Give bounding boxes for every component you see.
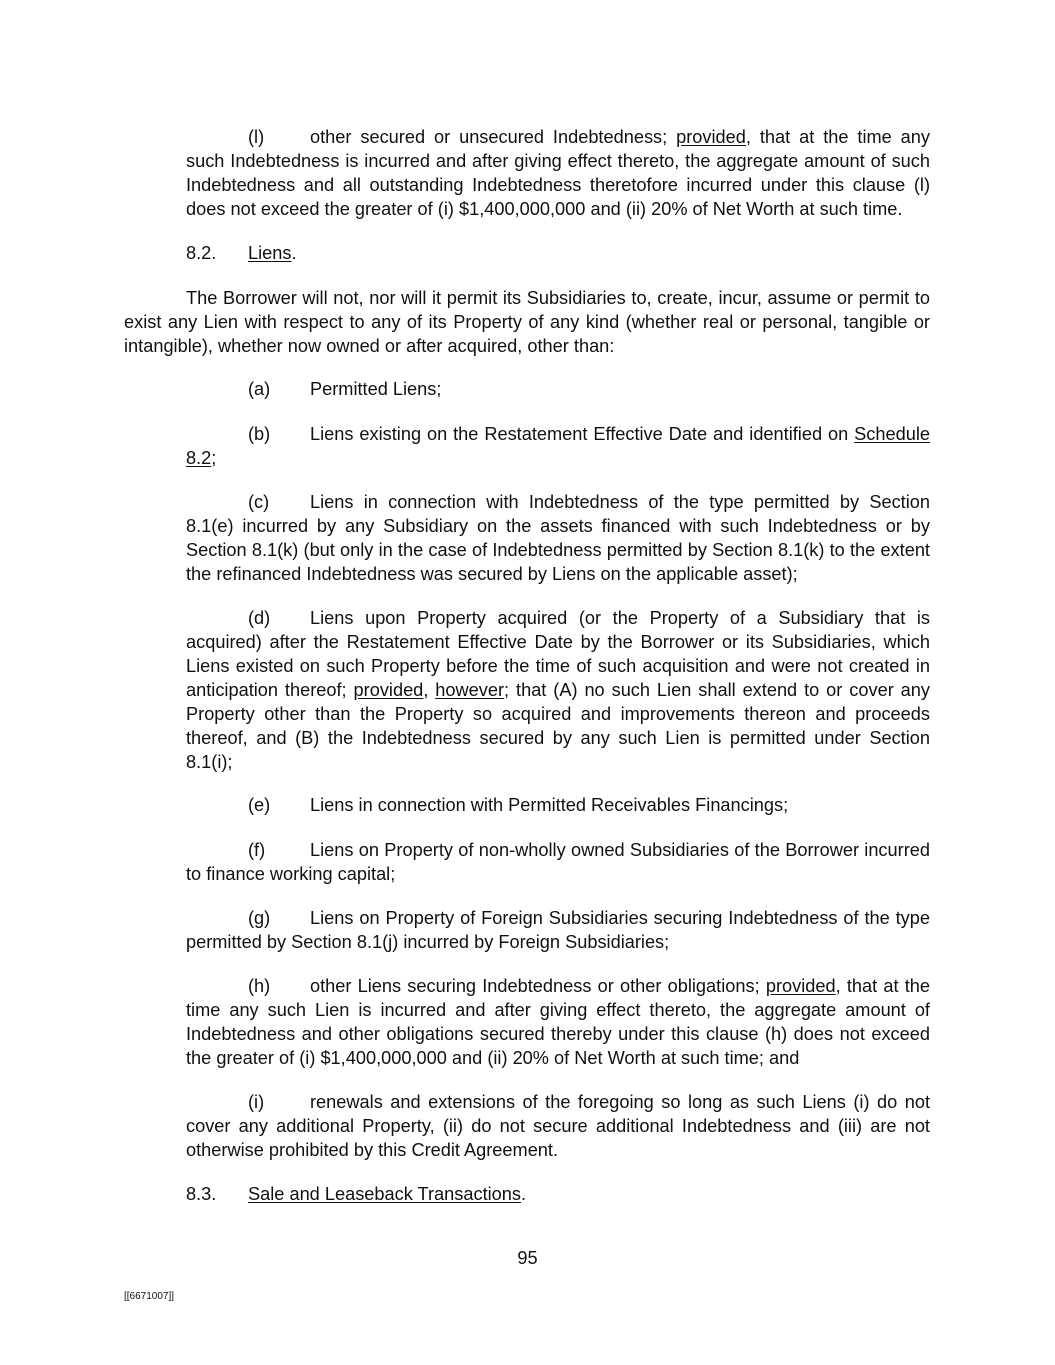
clause-label: (g) bbox=[248, 908, 271, 928]
clause-label: (e) bbox=[248, 795, 271, 815]
clause-label: (l) bbox=[248, 127, 265, 147]
clause-label: (f) bbox=[248, 840, 266, 860]
clause-i: (i) renewals and extensions of the foregoing so long as such Liens (i) do not cover any additional Property, (ii) do not secure additional Indebtedness and (iii) are not otherwise prohibited by this Credit Agreement. bbox=[186, 1092, 930, 1160]
section-title: Sale and Leaseback Transactions bbox=[248, 1184, 521, 1204]
section-number: 8.2. bbox=[186, 243, 217, 263]
clause-c: (c) Liens in connection with Indebtedness of the type permitted by Section 8.1(e) incurred by any Subsidiary on the assets financed with such Indebtedness or by Section 8.1(k) (but only in the case of Indebtedness permitted by Section 8.1(k) to the extent the refinanced Indebtedness was secured by Liens on the applicable asset); bbox=[186, 492, 930, 584]
clause-e: (e) Liens in connection with Permitted Receivables Financings; bbox=[248, 795, 789, 815]
clause-f: (f) Liens on Property of non-wholly owned Subsidiaries of the Borrower incurred to finance working capital; bbox=[186, 840, 930, 884]
section-number: 8.3. bbox=[186, 1184, 217, 1204]
provided-term: provided bbox=[765, 976, 836, 996]
however-term: however bbox=[435, 680, 505, 700]
clause-label: (b) bbox=[248, 424, 271, 444]
clause-a: (a) Permitted Liens; bbox=[248, 379, 442, 399]
liens-intro-paragraph: The Borrower will not, nor will it permit its Subsidiaries to, create, incur, assume or permit to exist any Lien with respect to any of its Property of any kind (whether real or personal, tangible or intangible), whether now owned or after acquired, other than: bbox=[124, 288, 930, 356]
section-8-3-heading: 8.3. Sale and Leaseback Transactions. bbox=[186, 1184, 527, 1204]
section-title: Liens bbox=[248, 243, 292, 263]
clause-label: (c) bbox=[248, 492, 270, 512]
clause-g: (g) Liens on Property of Foreign Subsidiaries securing Indebtedness of the type permitted by Section 8.1(j) incurred by Foreign Subsidiaries; bbox=[186, 908, 930, 952]
provided-term: provided bbox=[353, 680, 424, 700]
clause-l: (l) other secured or unsecured Indebtedness; provided, that at the time any such Indebtedness is incurred and after giving effect thereto, the aggregate amount of such Indebtedness and all outstanding Indebtedness theretofore incurred under this clause (l) does not exceed the greater of (i) $1,400,000,000 and (ii) 20% of Net Worth at such time. bbox=[186, 127, 930, 219]
clause-d: (d) Liens upon Property acquired (or the Property of a Subsidiary that is acquired) after the Restatement Effective Date by the Borrower or its Subsidiaries, which Liens existed on such Property before the time of such acquisition and were not created in anticipation thereof; provided, however; that (A) no such Lien shall extend to or cover any Property other than the Property so acquired and improvements thereon and proceeds thereof, and (B) the Indebtedness secured by any such Lien is permitted under Section 8.1(i); bbox=[186, 608, 930, 772]
clause-label: (i) bbox=[248, 1092, 265, 1112]
document-id: [[6671007]] bbox=[124, 1291, 175, 1302]
clause-b: (b) Liens existing on the Restatement Effective Date and identified on Schedule 8.2; bbox=[186, 424, 930, 468]
schedule-reference: Schedule 8.2 bbox=[186, 424, 930, 468]
clause-h: (h) other Liens securing Indebtedness or other obligations; provided, that at the time any such Lien is incurred and after giving effect thereto, the aggregate amount of Indebtedness and other obligations secured thereby under this clause (h) does not exceed the greater of (i) $1,400,000,000 and (ii) 20% of Net Worth at such time; and bbox=[186, 976, 931, 1068]
clause-label: (a) bbox=[248, 379, 271, 399]
clause-label: (d) bbox=[248, 608, 271, 628]
clause-label: (h) bbox=[248, 976, 271, 996]
section-8-2-heading: 8.2. Liens. bbox=[186, 243, 297, 263]
page-number: 95 bbox=[517, 1248, 538, 1268]
provided-term: provided bbox=[676, 127, 746, 147]
